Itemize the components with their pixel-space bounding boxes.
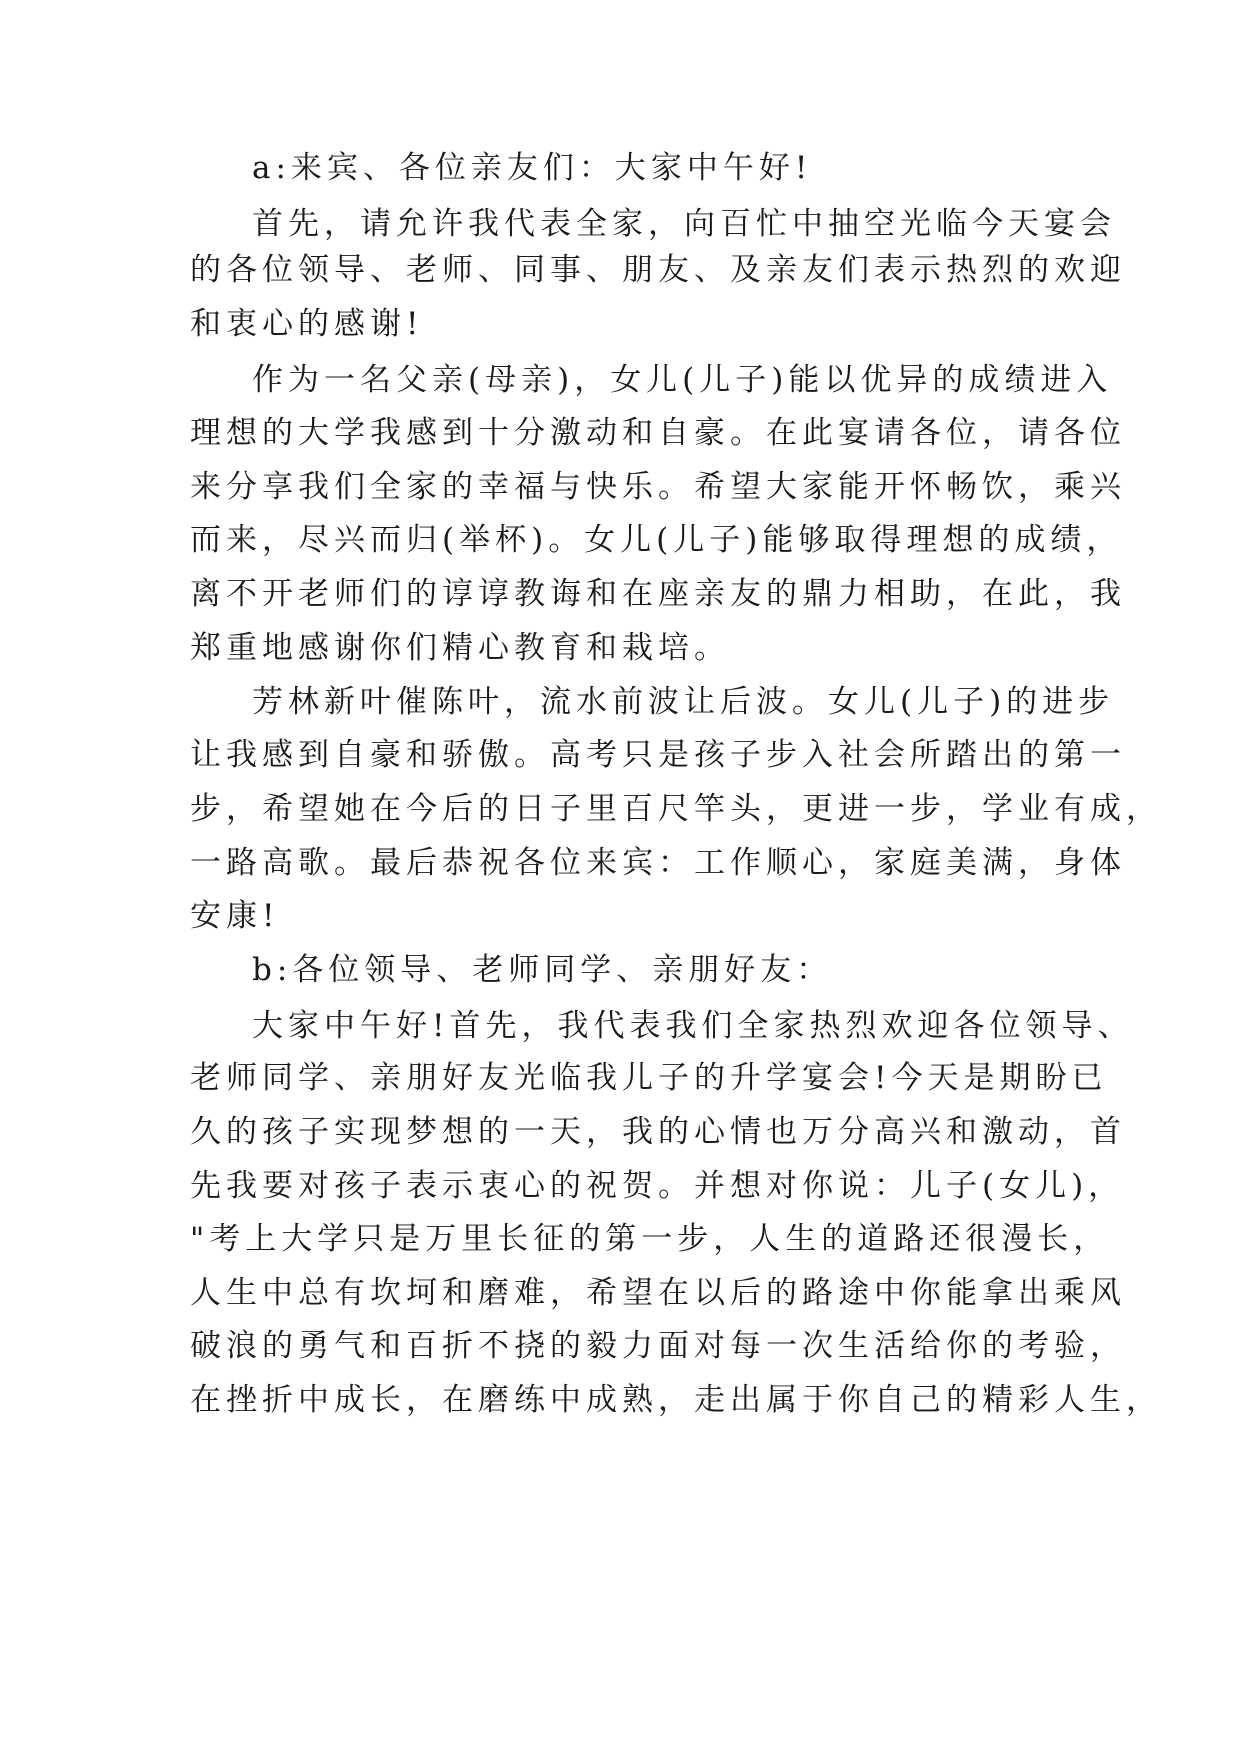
text-line: 人生中总有坎坷和磨难，希望在以后的路途中你能拿出乘风 xyxy=(190,1275,1126,1311)
text-line: a:来宾、各位亲友们：大家中午好! xyxy=(252,150,813,186)
paragraph-line xyxy=(0,725,1241,785)
text-line: 步，希望她在今后的日子里百尺竿头，更进一步，学业有成， xyxy=(190,791,1162,827)
text-line: 离不开老师们的谆谆教诲和在座亲友的鼎力相助，在此，我 xyxy=(190,576,1126,612)
text-line: 一路高歌。最后恭祝各位来宾：工作顺心，家庭美满，身体 xyxy=(190,845,1126,881)
paragraph-line xyxy=(0,618,1241,678)
paragraph-line xyxy=(0,996,1241,1056)
text-line: 在挫折中成长，在磨练中成熟，走出属于你自己的精彩人生， xyxy=(190,1382,1162,1418)
paragraph-line xyxy=(0,510,1241,570)
paragraph-b-greeting xyxy=(0,940,1241,1000)
text-line: 破浪的勇气和百折不挠的毅力面对每一次生活给你的考验， xyxy=(190,1328,1126,1364)
paragraph-line xyxy=(0,403,1241,463)
text-line: 首先，请允许我代表全家，向百忙中抽空光临今天宴会 xyxy=(252,206,1116,242)
paragraph-line xyxy=(0,1316,1241,1376)
paragraph-line xyxy=(0,1209,1241,1269)
paragraph-line xyxy=(0,1263,1241,1323)
paragraph-line xyxy=(0,350,1241,410)
paragraph-line xyxy=(0,833,1241,893)
paragraph-line xyxy=(0,1102,1241,1162)
paragraph-line xyxy=(0,294,1241,354)
text-line: 的各位领导、老师、同事、朋友、及亲友们表示热烈的欢迎 xyxy=(190,252,1126,288)
paragraph-line xyxy=(0,457,1241,517)
paragraph-line xyxy=(0,240,1241,300)
paragraph-line xyxy=(0,564,1241,624)
text-line: 久的孩子实现梦想的一天，我的心情也万分高兴和激动，首 xyxy=(190,1114,1126,1150)
text-line: 让我感到自豪和骄傲。高考只是孩子步入社会所踏出的第一 xyxy=(190,737,1126,773)
paragraph-a-greeting xyxy=(0,138,1241,198)
paragraph-line xyxy=(0,779,1241,839)
text-line: 郑重地感谢你们精心教育和栽培。 xyxy=(190,630,730,666)
text-line: 大家中午好!首先，我代表我们全家热烈欢迎各位领导、 xyxy=(252,1008,1134,1044)
text-line: b:各位领导、老师同学、亲朋好友： xyxy=(252,952,833,988)
text-line: "考上大学只是万里长征的第一步，人生的道路还很漫长， xyxy=(190,1221,1110,1257)
text-line: 老师同学、亲朋好友光临我儿子的升学宴会!今天是期盼已 xyxy=(190,1060,1108,1096)
paragraph-line xyxy=(0,1048,1241,1108)
text-line: 作为一名父亲(母亲)，女儿(儿子)能以优异的成绩进入 xyxy=(252,362,1113,398)
paragraph-line xyxy=(0,886,1241,946)
paragraph-line xyxy=(0,1156,1241,1216)
text-line: 而来，尽兴而归(举杯)。女儿(儿子)能够取得理想的成绩， xyxy=(190,522,1123,558)
text-line: 芳林新叶催陈叶，流水前波让后波。女儿(儿子)的进步 xyxy=(252,684,1115,720)
text-line: 和衷心的感谢! xyxy=(190,306,424,342)
text-line: 安康! xyxy=(190,898,280,934)
paragraph-line xyxy=(0,672,1241,732)
text-line: 先我要对孩子表示衷心的祝贺。并想对你说：儿子(女儿)， xyxy=(190,1168,1125,1204)
text-line: 来分享我们全家的幸福与快乐。希望大家能开怀畅饮，乘兴 xyxy=(190,469,1126,505)
paragraph-line xyxy=(0,1370,1241,1430)
text-line: 理想的大学我感到十分激动和自豪。在此宴请各位，请各位 xyxy=(190,415,1126,451)
